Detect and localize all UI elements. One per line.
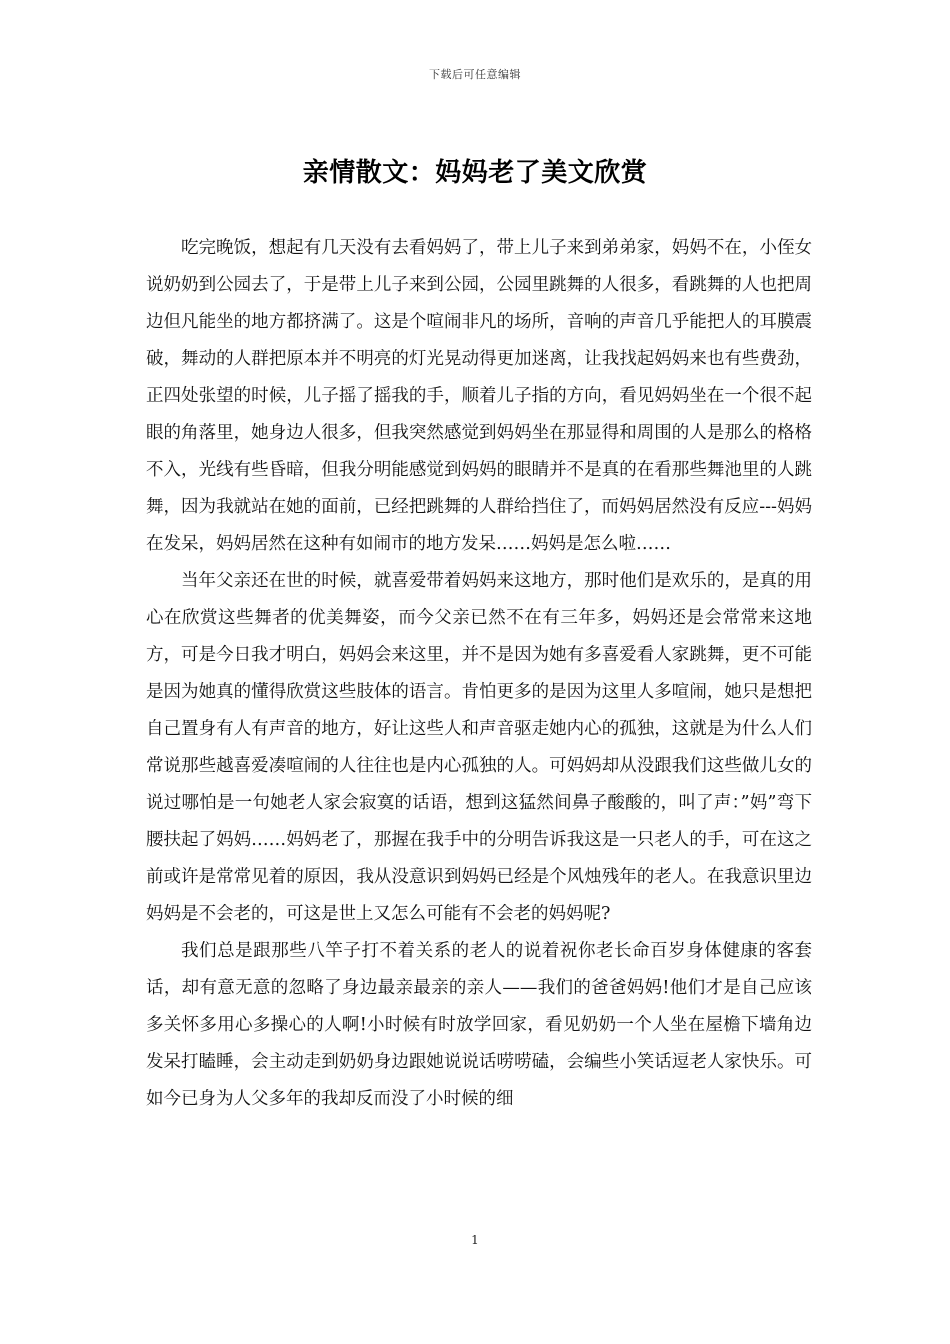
page-number: 1 <box>471 1233 479 1247</box>
document-body <box>146 230 812 1118</box>
document-title: 亲情散文：妈妈老了美文欣赏 <box>302 158 648 188</box>
page-header-note: 下载后可任意编辑 <box>429 68 521 81</box>
paragraph-2: 当年父亲还在世的时候，就喜爱带着妈妈来这地方，那时他们是欢乐的，是真的用心在欣赏这些舞者的优美舞姿，而今父亲已然不在有三年多，妈妈还是会常常来这地方，可是今日我才明白，妈妈会来这里，并不是因为她有多喜爱看人家跳舞，更不可能是因为她真的懂得欣赏这些肢体的语言。肯怕更多的是因为这里人多喧闹，她只是想把自己置身有人有声音的地方，好让这些人和声音驱走她内心的孤独，这就是为什么人们常说那些越喜爱凑喧闹的人往往也是内心孤独的人。可妈妈却从没跟我们这些做儿女的说过哪怕是一句她老人家会寂寞的话语，想到这猛然间鼻子酸酸的，叫了声：”妈”弯下腰扶起了妈妈……妈妈老了，那握在我手中的分明告诉我这是一只老人的手，可在这之前或许是常常见着的原因，我从没意识到妈妈已经是个风烛残年的老人。在我意识里边妈妈是不会老的，可这是世上又怎么可能有不会老的妈妈呢? <box>146 571 812 924</box>
paragraph-1: 吃完晚饭，想起有几天没有去看妈妈了，带上儿子来到弟弟家，妈妈不在，小侄女说奶奶到公园去了，于是带上儿子来到公园，公园里跳舞的人很多，看跳舞的人也把周边但凡能坐的地方都挤满了。这是个喧闹非凡的场所，音响的声音几乎能把人的耳膜震破，舞动的人群把原本并不明亮的灯光晃动得更加迷离，让我找起妈妈来也有些费劲，正四处张望的时候，儿子摇了摇我的手，顺着儿子指的方向，看见妈妈坐在一个很不起眼的角落里，她身边人很多，但我突然感觉到妈妈坐在那显得和周围的人是那么的格格不入，光线有些昏暗，但我分明能感觉到妈妈的眼睛并不是真的在看那些舞池里的人跳舞，因为我就站在她的面前，已经把跳舞的人群给挡住了，而妈妈居然没有反应---妈妈在发呆，妈妈居然在这种有如闹市的地方发呆……妈妈是怎么啦…… <box>146 238 812 554</box>
paragraph-3: 我们总是跟那些八竿子打不着关系的老人的说着祝你老长命百岁身体健康的客套话，却有意无意的忽略了身边最亲最亲的亲人——我们的爸爸妈妈!他们才是自己应该多关怀多用心多操心的人啊!小时候有时放学回家，看见奶奶一个人坐在屋檐下墙角边发呆打瞌睡，会主动走到奶奶身边跟她说说话唠唠磕，会编些小笑话逗老人家快乐。可如今已身为人父多年的我却反而没了小时候的细 <box>146 941 812 1109</box>
